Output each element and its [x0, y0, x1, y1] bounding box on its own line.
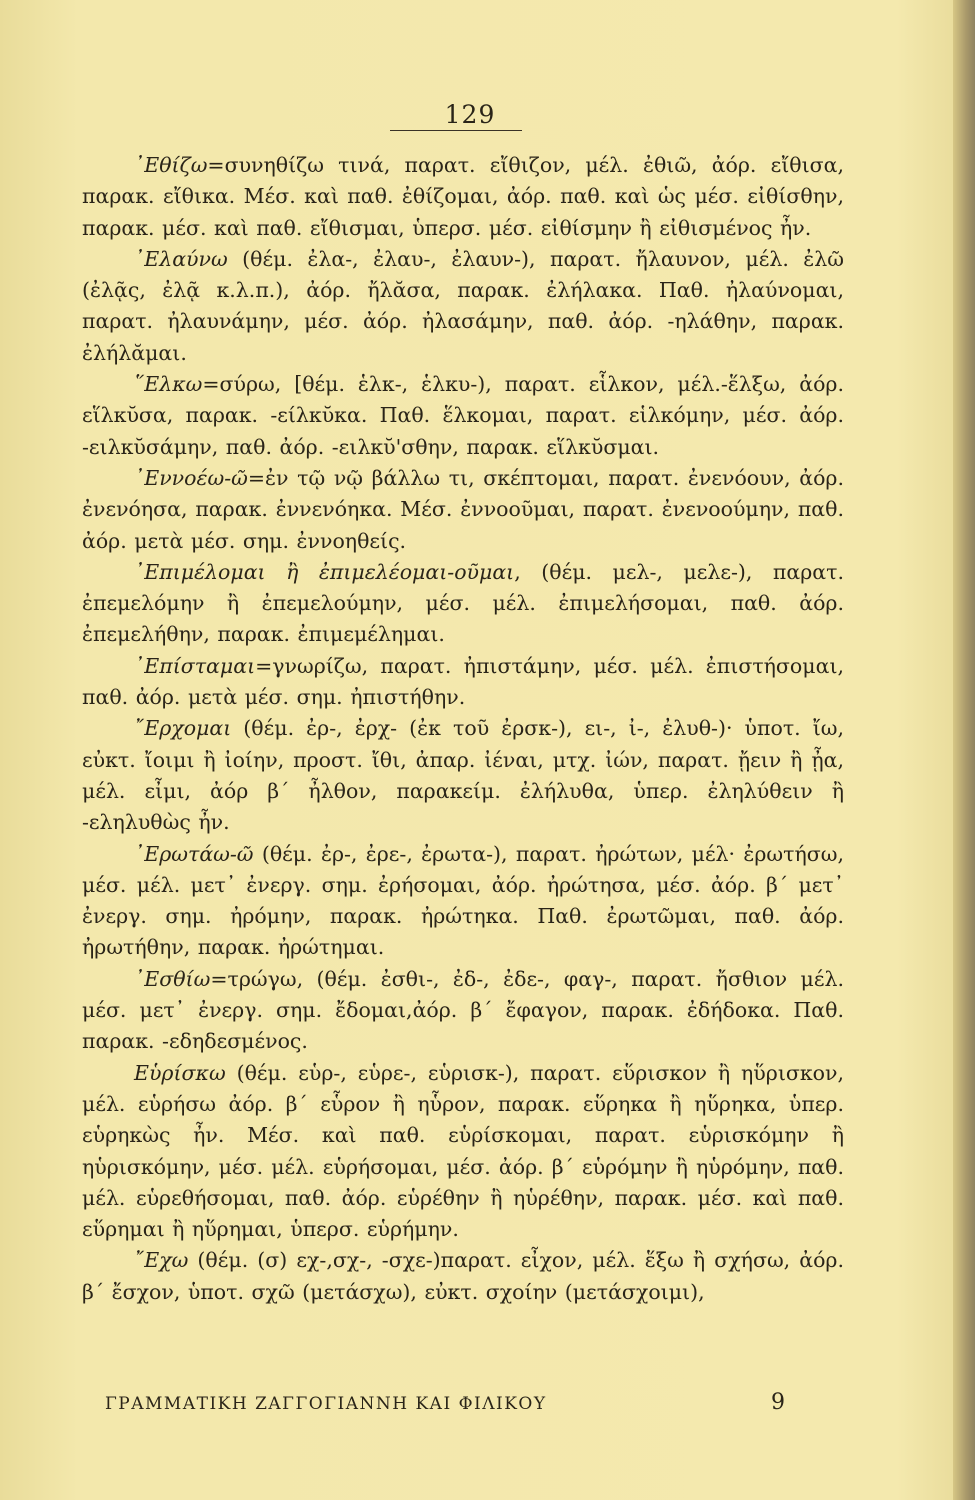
entry-lemma: ᾿Εθίζω	[134, 153, 208, 177]
entry	[82, 244, 844, 369]
entry-text: (θέμ. (σ) εχ-,σχ-, -σχε-)παρατ. εἶχον, μέλ. ἕξω ἢ σχήσω, ἀόρ. β΄ ἔσχον, ὑποτ. σχῶ (μετάσχω), εὐκτ. σχοίην (μετάσχοιμι),	[82, 1248, 844, 1304]
entry-lemma: ᾿Επίσταμαι	[134, 653, 256, 678]
printer-signature: ΓΡΑΜΜΑΤΙΚΗ ΖΑΓΓΟΓΙΑΝΝΗ ΚΑΙ ΦΙΛΙΚΟΥ	[105, 1394, 547, 1414]
entry-text: (θέμ. ἐρ-, ἐρε-, ἐρωτα-), παρατ. ἠρώτων, μέλ· ἐρωτήσω, μέσ. μέλ. μετ᾽ ἐνεργ. σημ. ἐρήσομαι, ἀόρ. ἠρώτησα, μέσ. ἀόρ. β΄ μετ᾽ ἐνεργ. σημ. ἠρόμην, παρακ. ἠρώτηκα. Παθ. ἐρωτῶμαι, παθ. ἀόρ. ἠρωτήθην, παρακ. ἠρώτημαι.	[82, 841, 844, 960]
entry	[82, 150, 844, 244]
entry-lemma: ᾿Εννοέω-ῶ	[134, 465, 248, 490]
entry	[82, 964, 844, 1058]
entry	[82, 463, 844, 557]
dictionary-text	[82, 150, 844, 1308]
entry-lemma: Εὑρίσκω	[134, 1060, 226, 1085]
sheet-number: 9	[771, 1390, 785, 1415]
entry	[82, 1058, 844, 1246]
entry-text: (θέμ. ἐλα-, ἐλαυ-, ἐλαυν-), παρατ. ἤλαυνον, μέλ. ἐλῶ (ἐλᾷς, ἐλᾷ κ.λ.π.), ἀόρ. ἤλᾰσα, παρακ. ἐλήλακα. Παθ. ἠλαύνομαι, παρατ. ἠλαυνάμην, μέσ. ἀόρ. ἠλασάμην, παθ. ἀόρ. -ηλάθην, παρακ. ἐλήλᾰμαι.	[82, 246, 844, 365]
entry-text: =γνωρίζω, παρατ. ἠπιστάμην, μέσ. μέλ. ἐπιστήσομαι, παθ. ἀόρ. μετὰ μέσ. σημ. ἠπιστήθην.	[82, 653, 844, 710]
entry-lemma: ῞Ελκω	[134, 372, 203, 397]
entry	[82, 369, 844, 463]
entry-text: =σύρω, [θέμ. ἑλκ-, ἑλκυ-), παρατ. εἷλκον, μέλ.-ἕλξω, ἀόρ. εἵλκῠσα, παρακ. -είλκῠκα. Παθ. ἕλκομαι, παρατ. εἱλκόμην, μέσ. ἀόρ. -ειλκῠσάμην, παθ. ἀόρ. -ειλκῠ'σθην, παρακ. εἵλκῠσμαι.	[82, 372, 844, 459]
entry	[82, 839, 844, 964]
book-spine-edge	[953, 0, 975, 1500]
entry-text: =τρώγω, (θέμ. ἐσθι-, ἐδ-, ἐδε-, φαγ-, παρατ. ἤσθιον μέλ. μέσ. μετ᾽ ἐνεργ. σημ. ἔδομαι,ἀόρ. β΄ ἔφαγον, παρακ. ἐδήδοκα. Παθ. παρακ. -εδηδεσμένος.	[82, 966, 844, 1054]
entry-lemma: ᾿Ελαύνω	[134, 246, 228, 271]
page-number: 129	[444, 100, 496, 129]
header-rule	[390, 130, 522, 131]
entry-text: =συνηθίζω τινά, παρατ. εἴθιζον, μέλ. ἐθιῶ, ἀόρ. εἴθισα, παρακ. εἴθικα. Μέσ. καὶ παθ. ἐθίζομαι, ἀόρ. παθ. καὶ ὡς μέσ. εἰθίσθην, παρακ. μέσ. καὶ παθ. εἴθισμαι, ὑπερσ. μέσ. εἰθίσμην ἢ εἰθισμένος ἦν.	[82, 153, 844, 240]
entry	[82, 557, 844, 651]
entry	[82, 651, 844, 714]
entry-lemma: ᾿Εσθίω	[134, 966, 211, 991]
entry-text: , (θέμ. μελ-, μελε-), παρατ. ἐπεμελόμην ἢ ἐπεμελούμην, μέσ. μέλ. ἐπιμελήσομαι, παθ. ἀόρ. ἐπεμελήθην, παρακ. ἐπιμεμέλημαι.	[82, 559, 844, 647]
entry	[82, 1245, 844, 1308]
page-footer	[105, 1390, 785, 1415]
entry-text: =ἐν τῷ νῷ βάλλω τι, σκέπτομαι, παρατ. ἐνενόουν, ἀόρ. ἐνενόησα, παρακ. ἐννενόηκα. Μέσ. ἐννοοῦμαι, παρατ. ἐνενοούμην, παθ. ἀόρ. μετὰ μέσ. σημ. ἐννοηθείς.	[82, 465, 844, 553]
entry-lemma: ῎Εχω	[134, 1248, 189, 1273]
entry	[82, 713, 844, 838]
entry-text: (θέμ. εὑρ-, εὑρε-, εὑρισκ-), παρατ. εὕρισκον ἢ ηὕρισκον, μέλ. εὑρήσω ἀόρ. β΄ εὗρον ἢ ηὗρον, παρακ. εὕρηκα ἢ ηὕρηκα, ὑπερ. εὑρηκὼς ἦν. Μέσ. καὶ παθ. εὑρίσκομαι, παρατ. εὑρισκόμην ἢ ηὑρισκόμην, μέσ. μέλ. εὑρήσομαι, μέσ. ἀόρ. β΄ εὑρόμην ἢ ηὑρόμην, παθ. μέλ. εὑρεθήσομαι, παθ. ἀόρ. εὑρέθην ἢ ηὑρέθην, παρακ. μέσ. καὶ παθ. εὕρημαι ἢ ηὕρημαι, ὑπερσ. εὑρήμην.	[82, 1060, 844, 1242]
entry-lemma: ῎Ερχομαι	[134, 716, 232, 741]
entry-text: (θέμ. ἐρ-, ἐρχ- (ἐκ τοῦ ἐρσκ-), ει-, ἰ-, ἐλυθ-)· ὑποτ. ἴω, εὐκτ. ἴοιμι ἢ ἰοίην, προστ. ἴθι, ἀπαρ. ἰέναι, μτχ. ἰών, παρατ. ᾔειν ἢ ᾖα, μέλ. εἶμι, ἀόρ β΄ ἦλθον, παρακείμ. ἐλήλυθα, ὑπερ. ἐληλύθειν ἢ -εληλυθὼς ἦν.	[82, 716, 844, 835]
entry-lemma: ᾿Επιμέλομαι ἢ ἐπιμελέομαι-οῦμαι	[134, 559, 515, 584]
entry-lemma: ᾿Ερωτάω-ῶ	[134, 841, 254, 866]
